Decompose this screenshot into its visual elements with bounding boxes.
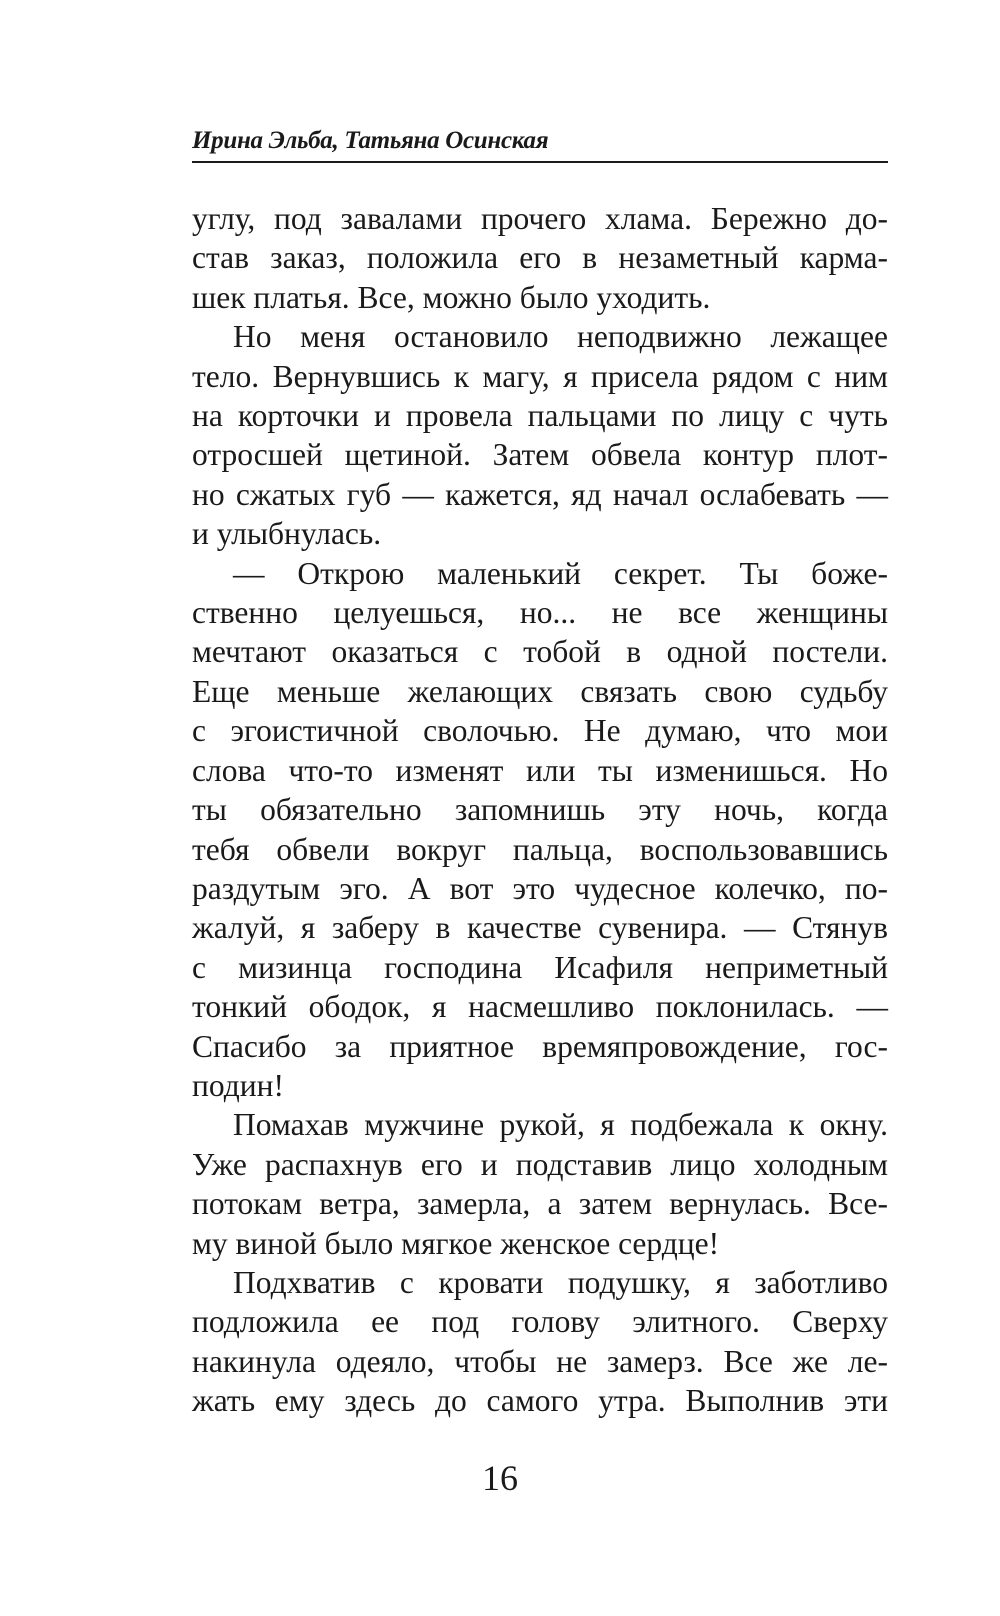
text-line: Помахав мужчине рукой, я подбежала к окну. [233, 1107, 888, 1143]
text-line: Подхватив с кровати подушку, я заботливо [233, 1264, 888, 1300]
text-line: тело. Вернувшись к магу, я присела рядом с ним [192, 358, 888, 394]
text-line: Уже распахнув его и подставив лицо холодным [192, 1146, 888, 1182]
text-line: слова что-то изменят или ты изменишься. Но [192, 752, 888, 788]
text-line: Но меня остановило неподвижно лежащее [233, 319, 888, 355]
text-line: накинула одеяло, чтобы не замерз. Все же ле- [192, 1343, 888, 1379]
paragraph [192, 199, 888, 317]
text-line: с эгоистичной сволочью. Не думаю, что мои [192, 713, 888, 749]
body-text [192, 199, 888, 1421]
text-line: потокам ветра, замерла, а затем вернулась. Все- [192, 1186, 888, 1222]
text-line: углу, под завалами прочего хлама. Бережно до- [192, 201, 888, 236]
text-line: мечтают оказаться с тобой в одной постели. [192, 634, 888, 670]
text-line: тебя обвели вокруг пальца, воспользовавшись [192, 831, 888, 867]
text-line: подин! [192, 1067, 284, 1103]
paragraph [192, 554, 888, 1106]
paragraph [192, 1105, 888, 1263]
text-line: тонкий ободок, я насмешливо поклонилась. — [192, 989, 888, 1025]
text-line: с мизинца господина Исафиля неприметный [192, 949, 888, 985]
paragraph [192, 1263, 888, 1421]
text-line: став заказ, положила его в незаметный карма- [192, 240, 888, 276]
text-line: — Открою маленький секрет. Ты боже- [233, 555, 888, 591]
text-line: жать ему здесь до самого утра. Выполнив эти [192, 1383, 888, 1419]
text-line: му виной было мягкое женское сердце! [192, 1225, 720, 1261]
text-line: Еще меньше желающих связать свою судьбу [192, 673, 888, 709]
header-rule [192, 161, 888, 163]
text-line: подложила ее под голову элитного. Сверху [192, 1304, 888, 1340]
text-line: жалуй, я заберу в качестве сувенира. — Стянув [192, 910, 888, 946]
running-head-title: Ирина Эльба, Татьяна Осинская [192, 127, 549, 154]
text-line: шек платья. Все, можно было уходить. [192, 279, 711, 315]
text-line: отросшей щетиной. Затем обвела контур плот- [192, 437, 888, 473]
page-number: 16 [482, 1458, 518, 1498]
text-line: раздутым эго. А вот это чудесное колечко, по- [192, 870, 888, 906]
text-line: ственно целуешься, но... не все женщины [192, 595, 888, 631]
paragraph [192, 317, 888, 553]
text-line: Спасибо за приятное времяпровождение, гос- [192, 1028, 888, 1064]
text-line: но сжатых губ — кажется, яд начал ослабевать — [192, 476, 888, 512]
text-line: на корточки и провела пальцами по лицу с чуть [192, 398, 888, 434]
text-line: ты обязательно запомнишь эту ночь, когда [192, 792, 888, 828]
text-line: и улыбнулась. [192, 516, 382, 552]
